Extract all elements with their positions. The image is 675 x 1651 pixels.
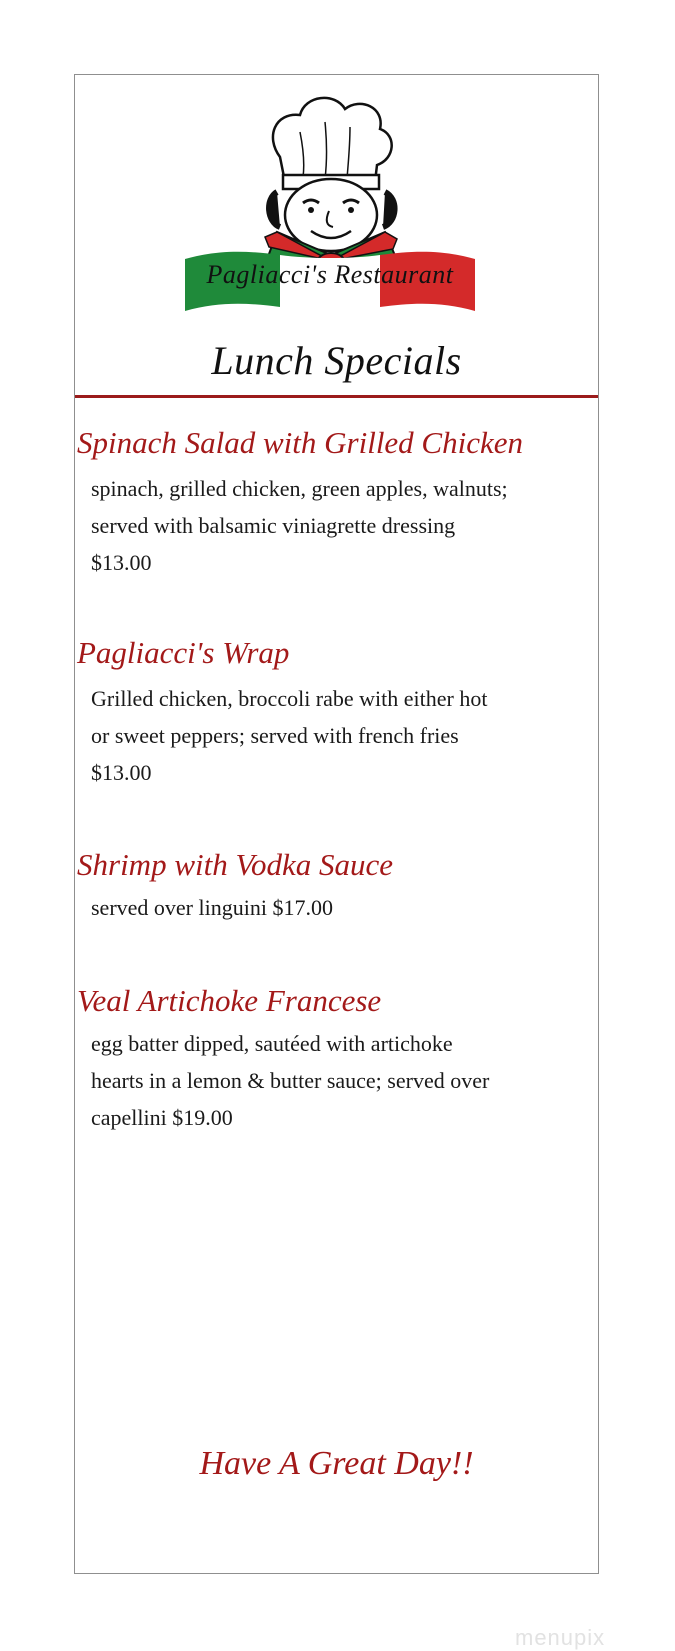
- menu-item-description: [91, 889, 333, 926]
- menu-item-price: $13.00: [91, 550, 152, 575]
- menu-item-description: [91, 680, 487, 791]
- description-line: hearts in a lemon & butter sauce; served over: [91, 1068, 490, 1093]
- header-divider: [75, 395, 598, 398]
- watermark-text: menupix: [515, 1625, 606, 1650]
- description-line: or sweet peppers; served with french fries: [91, 723, 459, 748]
- description-line: Grilled chicken, broccoli rabe with either hot: [91, 686, 488, 711]
- menu-item-description: [91, 1025, 489, 1136]
- menu-item-name: Veal Artichoke Francese: [77, 983, 382, 1018]
- description-line: capellini $19.00: [91, 1105, 233, 1130]
- page-title: Lunch Specials: [211, 338, 462, 383]
- description-line: served over linguini $17.00: [91, 895, 333, 920]
- menu-item-description: [91, 470, 508, 581]
- menu-item-name: Spinach Salad with Grilled Chicken: [77, 425, 524, 460]
- closing-message: Have A Great Day!!: [199, 1445, 474, 1482]
- menu-page: [74, 74, 606, 1650]
- menu-item-name: Pagliacci's Wrap: [77, 635, 290, 670]
- menu-item-price: $13.00: [91, 760, 152, 785]
- logo-area: [75, 75, 598, 315]
- menu-item-name: Shrimp with Vodka Sauce: [77, 847, 393, 882]
- restaurant-name: Pagliacci's Restaurant: [206, 260, 454, 289]
- description-line: spinach, grilled chicken, green apples, walnuts;: [91, 476, 508, 501]
- description-line: served with balsamic viniagrette dressing: [91, 513, 456, 538]
- description-line: egg batter dipped, sautéed with artichoke: [91, 1031, 453, 1056]
